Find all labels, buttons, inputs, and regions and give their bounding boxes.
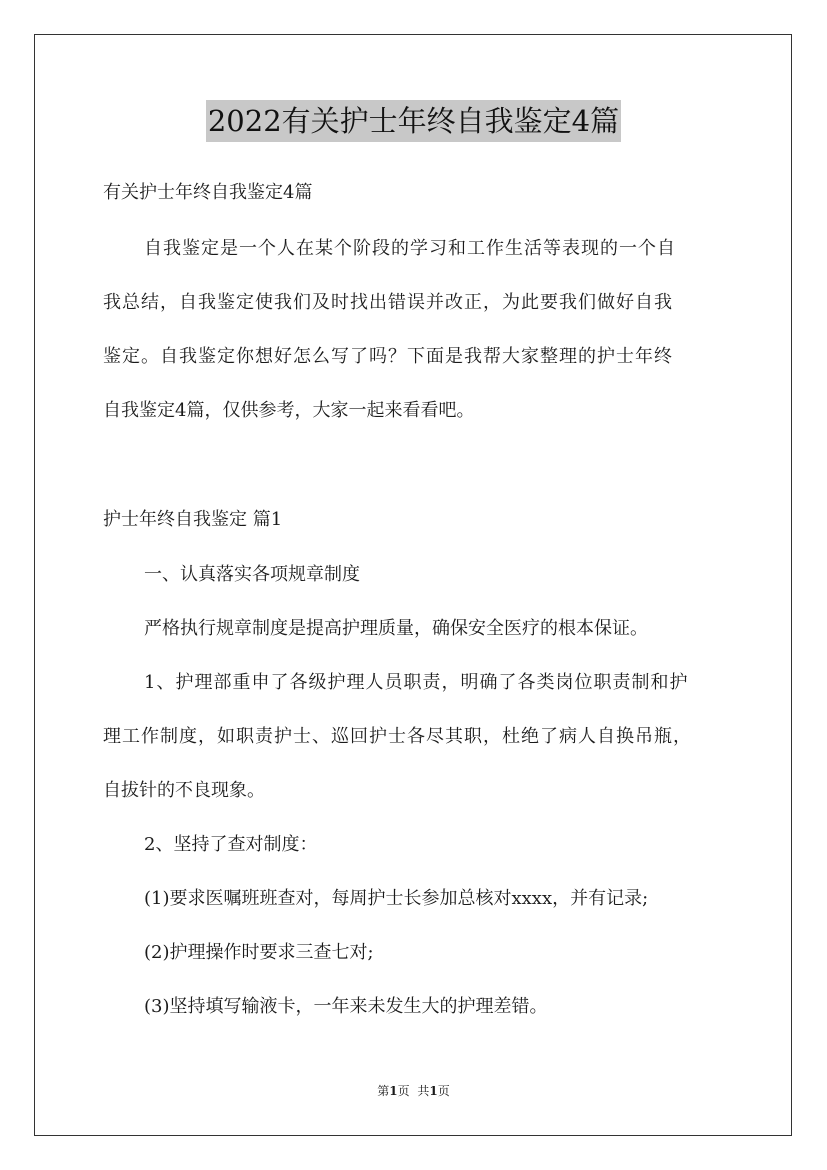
subtitle: 有关护士年终自我鉴定4篇 <box>103 182 313 203</box>
footer-page-prefix: 第 <box>377 1084 390 1098</box>
section-line-3: 1、护理部重申了各级护理人员职责，明确了各类岗位职责制和护 <box>144 672 689 693</box>
section-line-9: (3)坚持填写输液卡，一年来未发生大的护理差错。 <box>144 996 548 1017</box>
section-line-7: (1)要求医嘱班班查对，每周护士长参加总核对xxxx，并有记录; <box>144 888 649 909</box>
section-line-6: 2、坚持了查对制度： <box>144 834 318 855</box>
section-line-2: 严格执行规章制度是提高护理质量，确保安全医疗的根本保证。 <box>144 618 648 639</box>
section-heading: 护士年终自我鉴定 篇1 <box>103 509 283 530</box>
footer-total-prefix: 共 <box>417 1084 430 1098</box>
section-line-8: (2)护理操作时要求三查七对; <box>144 942 374 963</box>
intro-line-4: 自我鉴定4篇，仅供参考，大家一起来看看吧。 <box>103 400 475 421</box>
section-line-4: 理工作制度，如职责护士、巡回护士各尽其职，杜绝了病人自换吊瓶， <box>103 726 692 747</box>
section-line-1: 一、认真落实各项规章制度 <box>144 564 360 585</box>
title-container <box>0 100 827 142</box>
footer-total-number: 1 <box>429 1084 438 1098</box>
intro-line-1: 自我鉴定是一个人在某个阶段的学习和工作生活等表现的一个自 <box>144 238 676 259</box>
document-title: 2022有关护士年终自我鉴定4篇 <box>206 100 621 142</box>
footer-total-suffix: 页 <box>437 1084 450 1098</box>
intro-line-2: 我总结，自我鉴定使我们及时找出错误并改正，为此要我们做好自我 <box>103 292 673 313</box>
footer-page-number: 1 <box>389 1084 398 1098</box>
intro-line-3: 鉴定。自我鉴定你想好怎么写了吗？下面是我帮大家整理的护士年终 <box>103 346 673 367</box>
section-line-5: 自拔针的不良现象。 <box>103 780 265 801</box>
page-footer <box>0 1083 827 1099</box>
footer-page-suffix: 页 <box>397 1084 410 1098</box>
